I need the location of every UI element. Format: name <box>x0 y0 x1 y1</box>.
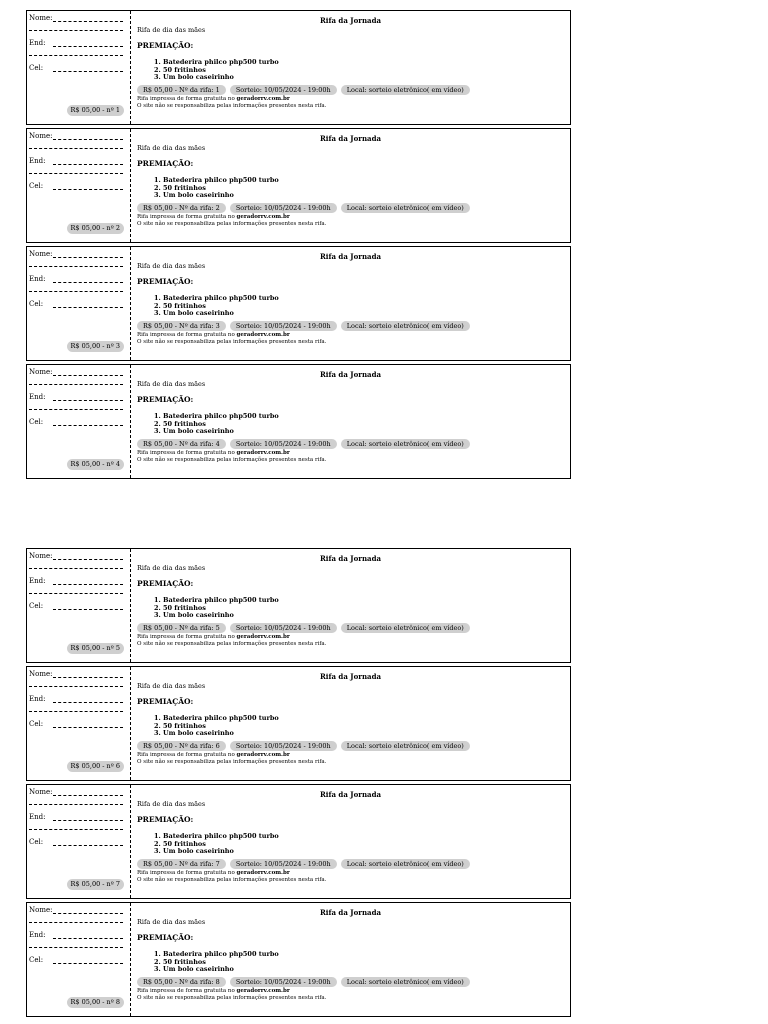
footer-credit <box>137 332 564 339</box>
phone-line[interactable] <box>53 609 123 610</box>
prize-heading: PREMIAÇÃO: <box>137 395 194 404</box>
footer-credit <box>137 988 564 995</box>
name-label: Nome: <box>29 14 53 22</box>
name-line[interactable] <box>53 139 123 140</box>
name-line[interactable] <box>53 559 123 560</box>
phone-line[interactable] <box>53 845 123 846</box>
name-label: Nome: <box>29 906 53 914</box>
name-line[interactable] <box>53 795 123 796</box>
prize-list <box>137 951 564 974</box>
draw-date-badge: Sorteio: 10/05/2024 - 19:00h <box>230 977 337 987</box>
location-badge: Local: sorteio eletrônico( em vídeo) <box>341 439 470 449</box>
ticket-info-badges <box>137 977 564 987</box>
prize-item: 1. Batederira philco php500 turbo <box>163 59 564 67</box>
stub-price-badge: R$ 05,00 - nº 6 <box>67 761 124 772</box>
prize-item: 1. Batederira philco php500 turbo <box>163 715 564 723</box>
footer-credit-text: Rifa impressa de forma gratuita no <box>137 449 237 456</box>
raffle-subtitle: Rifa de dia das mães <box>137 564 206 572</box>
price-number-badge: R$ 05,00 - Nº da rifa: 5 <box>137 623 226 633</box>
phone-line[interactable] <box>53 425 123 426</box>
prize-list <box>137 413 564 436</box>
address-label: End: <box>29 695 46 703</box>
footer-credit-text: Rifa impressa de forma gratuita no <box>137 95 237 102</box>
address-line-2[interactable] <box>29 593 123 594</box>
raffle-subtitle: Rifa de dia das mães <box>137 144 206 152</box>
draw-date-badge: Sorteio: 10/05/2024 - 19:00h <box>230 623 337 633</box>
phone-label: Cel: <box>29 418 44 426</box>
phone-label: Cel: <box>29 956 44 964</box>
raffle-title: Rifa da Jornada <box>319 252 382 261</box>
raffle-ticket <box>26 784 571 899</box>
phone-line[interactable] <box>53 963 123 964</box>
footer-disclaimer: O site não se responsabiliza pelas informações presentes nesta rifa. <box>137 103 327 109</box>
footer-site-link[interactable]: geradorrv.com.br <box>236 95 290 102</box>
draw-date-badge: Sorteio: 10/05/2024 - 19:00h <box>230 321 337 331</box>
address-line-2[interactable] <box>29 409 123 410</box>
ticket-info-badges <box>137 623 564 633</box>
prize-item: 1. Batederira philco php500 turbo <box>163 177 564 185</box>
price-number-badge: R$ 05,00 - Nº da rifa: 4 <box>137 439 226 449</box>
prize-heading: PREMIAÇÃO: <box>137 579 194 588</box>
raffle-title: Rifa da Jornada <box>319 554 382 563</box>
raffle-title: Rifa da Jornada <box>319 672 382 681</box>
address-line[interactable] <box>53 164 123 165</box>
footer-credit <box>137 870 564 877</box>
prize-item: 3. Um bolo caseirinho <box>163 612 564 620</box>
prize-item: 1. Batederira philco php500 turbo <box>163 951 564 959</box>
ticket-stub <box>27 365 131 478</box>
footer-credit <box>137 752 564 759</box>
raffle-subtitle: Rifa de dia das mães <box>137 682 206 690</box>
address-line-2[interactable] <box>29 829 123 830</box>
footer-site-link[interactable]: geradorrv.com.br <box>236 869 290 876</box>
footer-credit-text: Rifa impressa de forma gratuita no <box>137 869 237 876</box>
name-line[interactable] <box>53 913 123 914</box>
raffle-subtitle: Rifa de dia das mães <box>137 918 206 926</box>
name-label: Nome: <box>29 368 53 376</box>
address-label: End: <box>29 157 46 165</box>
prize-list <box>137 597 564 620</box>
footer-credit-text: Rifa impressa de forma gratuita no <box>137 633 237 640</box>
name-label: Nome: <box>29 788 53 796</box>
footer-site-link[interactable]: geradorrv.com.br <box>236 213 290 220</box>
address-line[interactable] <box>53 400 123 401</box>
name-label: Nome: <box>29 552 53 560</box>
ticket-sheet-top <box>26 10 571 482</box>
location-badge: Local: sorteio eletrônico( em vídeo) <box>341 741 470 751</box>
prize-heading: PREMIAÇÃO: <box>137 41 194 50</box>
footer-disclaimer: O site não se responsabiliza pelas informações presentes nesta rifa. <box>137 877 327 883</box>
draw-date-badge: Sorteio: 10/05/2024 - 19:00h <box>230 203 337 213</box>
address-label: End: <box>29 931 46 939</box>
footer-disclaimer: O site não se responsabiliza pelas informações presentes nesta rifa. <box>137 339 327 345</box>
ticket-body <box>131 903 570 1016</box>
ticket-body <box>131 549 570 662</box>
prize-list <box>137 715 564 738</box>
address-line[interactable] <box>53 938 123 939</box>
ticket-body <box>131 365 570 478</box>
raffle-ticket <box>26 364 571 479</box>
name-line-2[interactable] <box>29 804 123 805</box>
raffle-subtitle: Rifa de dia das mães <box>137 262 206 270</box>
prize-item: 2. 50 fritinhos <box>163 421 564 429</box>
price-number-badge: R$ 05,00 - Nº da rifa: 3 <box>137 321 226 331</box>
raffle-subtitle: Rifa de dia das mães <box>137 380 206 388</box>
ticket-sheet-bottom <box>26 548 571 1020</box>
address-line-2[interactable] <box>29 947 123 948</box>
stub-price-badge: R$ 05,00 - nº 5 <box>67 643 124 654</box>
address-label: End: <box>29 393 46 401</box>
prize-item: 3. Um bolo caseirinho <box>163 848 564 856</box>
footer-credit <box>137 96 564 103</box>
ticket-stub <box>27 129 131 242</box>
name-line-2[interactable] <box>29 568 123 569</box>
price-number-badge: R$ 05,00 - Nº da rifa: 7 <box>137 859 226 869</box>
ticket-body <box>131 11 570 124</box>
footer-site-link[interactable]: geradorrv.com.br <box>236 331 290 338</box>
ticket-body <box>131 667 570 780</box>
ticket-info-badges <box>137 741 564 751</box>
prize-list <box>137 295 564 318</box>
prize-heading: PREMIAÇÃO: <box>137 933 194 942</box>
address-line-2[interactable] <box>29 291 123 292</box>
ticket-stub <box>27 667 131 780</box>
prize-item: 2. 50 fritinhos <box>163 959 564 967</box>
name-line[interactable] <box>53 257 123 258</box>
prize-item: 2. 50 fritinhos <box>163 67 564 75</box>
footer-credit <box>137 634 564 641</box>
phone-line[interactable] <box>53 727 123 728</box>
stub-price-badge: R$ 05,00 - nº 3 <box>67 341 124 352</box>
prize-item: 1. Batederira philco php500 turbo <box>163 833 564 841</box>
footer-disclaimer: O site não se responsabiliza pelas informações presentes nesta rifa. <box>137 759 327 765</box>
draw-date-badge: Sorteio: 10/05/2024 - 19:00h <box>230 741 337 751</box>
footer-site-link[interactable]: geradorrv.com.br <box>236 987 290 994</box>
stub-price-badge: R$ 05,00 - nº 7 <box>67 879 124 890</box>
draw-date-badge: Sorteio: 10/05/2024 - 19:00h <box>230 439 337 449</box>
ticket-stub <box>27 549 131 662</box>
name-label: Nome: <box>29 670 53 678</box>
address-line[interactable] <box>53 820 123 821</box>
address-line[interactable] <box>53 46 123 47</box>
raffle-title: Rifa da Jornada <box>319 16 382 25</box>
location-badge: Local: sorteio eletrônico( em vídeo) <box>341 321 470 331</box>
prize-item: 3. Um bolo caseirinho <box>163 310 564 318</box>
prize-item: 1. Batederira philco php500 turbo <box>163 295 564 303</box>
price-number-badge: R$ 05,00 - Nº da rifa: 1 <box>137 85 226 95</box>
raffle-ticket <box>26 902 571 1017</box>
prize-list <box>137 59 564 82</box>
prize-list <box>137 833 564 856</box>
phone-line[interactable] <box>53 307 123 308</box>
prize-heading: PREMIAÇÃO: <box>137 697 194 706</box>
phone-label: Cel: <box>29 64 44 72</box>
stub-price-badge: R$ 05,00 - nº 4 <box>67 459 124 470</box>
name-line[interactable] <box>53 375 123 376</box>
prize-item: 2. 50 fritinhos <box>163 605 564 613</box>
prize-item: 3. Um bolo caseirinho <box>163 966 564 974</box>
name-line-2[interactable] <box>29 384 123 385</box>
raffle-title: Rifa da Jornada <box>319 134 382 143</box>
raffle-ticket <box>26 246 571 361</box>
address-label: End: <box>29 275 46 283</box>
footer-credit <box>137 450 564 457</box>
stub-price-badge: R$ 05,00 - nº 2 <box>67 223 124 234</box>
prize-list <box>137 177 564 200</box>
address-label: End: <box>29 577 46 585</box>
phone-label: Cel: <box>29 720 44 728</box>
address-label: End: <box>29 39 46 47</box>
location-badge: Local: sorteio eletrônico( em vídeo) <box>341 859 470 869</box>
ticket-body <box>131 785 570 898</box>
prize-heading: PREMIAÇÃO: <box>137 159 194 168</box>
phone-label: Cel: <box>29 182 44 190</box>
ticket-stub <box>27 785 131 898</box>
phone-label: Cel: <box>29 300 44 308</box>
raffle-ticket <box>26 10 571 125</box>
price-number-badge: R$ 05,00 - Nº da rifa: 2 <box>137 203 226 213</box>
raffle-ticket <box>26 548 571 663</box>
prize-item: 2. 50 fritinhos <box>163 303 564 311</box>
address-line[interactable] <box>53 702 123 703</box>
draw-date-badge: Sorteio: 10/05/2024 - 19:00h <box>230 859 337 869</box>
address-line-2[interactable] <box>29 711 123 712</box>
address-line-2[interactable] <box>29 173 123 174</box>
prize-item: 3. Um bolo caseirinho <box>163 192 564 200</box>
raffle-title: Rifa da Jornada <box>319 790 382 799</box>
price-number-badge: R$ 05,00 - Nº da rifa: 6 <box>137 741 226 751</box>
phone-line[interactable] <box>53 71 123 72</box>
address-line[interactable] <box>53 282 123 283</box>
raffle-ticket <box>26 666 571 781</box>
ticket-stub <box>27 11 131 124</box>
ticket-body <box>131 129 570 242</box>
prize-heading: PREMIAÇÃO: <box>137 277 194 286</box>
prize-item: 3. Um bolo caseirinho <box>163 74 564 82</box>
footer-disclaimer: O site não se responsabiliza pelas informações presentes nesta rifa. <box>137 457 327 463</box>
prize-item: 1. Batederira philco php500 turbo <box>163 597 564 605</box>
stub-price-badge: R$ 05,00 - nº 1 <box>67 105 124 116</box>
name-line[interactable] <box>53 677 123 678</box>
location-badge: Local: sorteio eletrônico( em vídeo) <box>341 203 470 213</box>
name-line-2[interactable] <box>29 686 123 687</box>
location-badge: Local: sorteio eletrônico( em vídeo) <box>341 977 470 987</box>
prize-item: 3. Um bolo caseirinho <box>163 730 564 738</box>
location-badge: Local: sorteio eletrônico( em vídeo) <box>341 623 470 633</box>
phone-label: Cel: <box>29 602 44 610</box>
ticket-stub <box>27 247 131 360</box>
prize-item: 2. 50 fritinhos <box>163 723 564 731</box>
ticket-info-badges <box>137 439 564 449</box>
stub-price-badge: R$ 05,00 - nº 8 <box>67 997 124 1008</box>
footer-credit-text: Rifa impressa de forma gratuita no <box>137 213 237 220</box>
raffle-subtitle: Rifa de dia das mães <box>137 800 206 808</box>
name-line-2[interactable] <box>29 922 123 923</box>
raffle-title: Rifa da Jornada <box>319 908 382 917</box>
ticket-info-badges <box>137 321 564 331</box>
footer-disclaimer: O site não se responsabiliza pelas informações presentes nesta rifa. <box>137 221 327 227</box>
footer-credit-text: Rifa impressa de forma gratuita no <box>137 331 237 338</box>
ticket-stub <box>27 903 131 1016</box>
footer-disclaimer: O site não se responsabiliza pelas informações presentes nesta rifa. <box>137 995 327 1001</box>
prize-item: 3. Um bolo caseirinho <box>163 428 564 436</box>
phone-line[interactable] <box>53 189 123 190</box>
address-label: End: <box>29 813 46 821</box>
location-badge: Local: sorteio eletrônico( em vídeo) <box>341 85 470 95</box>
name-label: Nome: <box>29 132 53 140</box>
ticket-info-badges <box>137 203 564 213</box>
footer-site-link[interactable]: geradorrv.com.br <box>236 633 290 640</box>
footer-disclaimer: O site não se responsabiliza pelas informações presentes nesta rifa. <box>137 641 327 647</box>
footer-site-link[interactable]: geradorrv.com.br <box>236 449 290 456</box>
prize-item: 1. Batederira philco php500 turbo <box>163 413 564 421</box>
ticket-body <box>131 247 570 360</box>
prize-heading: PREMIAÇÃO: <box>137 815 194 824</box>
address-line-2[interactable] <box>29 55 123 56</box>
ticket-info-badges <box>137 85 564 95</box>
phone-label: Cel: <box>29 838 44 846</box>
name-line-2[interactable] <box>29 148 123 149</box>
footer-credit-text: Rifa impressa de forma gratuita no <box>137 987 237 994</box>
prize-item: 2. 50 fritinhos <box>163 185 564 193</box>
ticket-info-badges <box>137 859 564 869</box>
footer-credit-text: Rifa impressa de forma gratuita no <box>137 751 237 758</box>
name-label: Nome: <box>29 250 53 258</box>
name-line[interactable] <box>53 21 123 22</box>
raffle-subtitle: Rifa de dia das mães <box>137 26 206 34</box>
name-line-2[interactable] <box>29 30 123 31</box>
name-line-2[interactable] <box>29 266 123 267</box>
prize-item: 2. 50 fritinhos <box>163 841 564 849</box>
raffle-ticket <box>26 128 571 243</box>
address-line[interactable] <box>53 584 123 585</box>
footer-site-link[interactable]: geradorrv.com.br <box>236 751 290 758</box>
draw-date-badge: Sorteio: 10/05/2024 - 19:00h <box>230 85 337 95</box>
raffle-title: Rifa da Jornada <box>319 370 382 379</box>
price-number-badge: R$ 05,00 - Nº da rifa: 8 <box>137 977 226 987</box>
footer-credit <box>137 214 564 221</box>
